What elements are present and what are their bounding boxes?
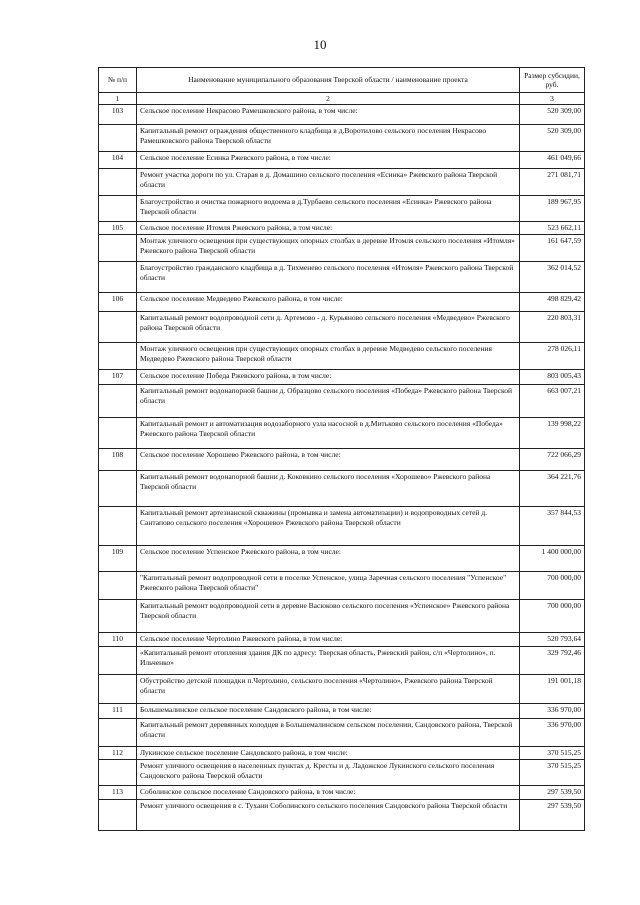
row-name: Лукинское сельское поселение Сандовского района, в том числе: [137,747,520,760]
settlement-row [99,152,585,169]
project-row [99,647,585,675]
row-number [99,675,137,704]
row-amount: 191 001,18 [520,675,585,704]
project-row [99,471,585,507]
row-name: Сельское поселение Некрасово Рамешковского района, в том числе: [137,105,520,125]
row-number [99,312,137,343]
settlement-row [99,370,585,385]
table-body [99,105,585,831]
settlement-row [99,747,585,760]
project-row [99,719,585,747]
settlement-row [99,633,585,647]
row-amount: 357 844,53 [520,507,585,546]
row-amount: 370 515,25 [520,747,585,760]
header-amount: Размер субсидии, руб. [520,68,585,93]
row-name: Сельское поселение Успенское Ржевского района, в том числе: [137,546,520,572]
row-name: Капитальный ремонт водопроводной сети д. Артемово - д. Курьяново сельского поселения «Медведево» Ржевского района Тверской области [137,312,520,343]
row-name: Капитальный ремонт артезианской скважины (промывка и замена автоматизации) и водопроводных сетей д. Сантапово сельского поселения «Хорошево» Ржевского района Тверской области [137,507,520,546]
row-number: 105 [99,222,137,235]
row-name: Капитальный ремонт и автоматизация водозаборного узла насосной в д.Митьково сельского поселения «Победа» Ржевского района Тверской области [137,418,520,449]
row-number [99,343,137,370]
row-name: Капитальный ремонт водонапорной башни д. Образцово сельского поселения «Победа» Ржевского района Тверской области [137,385,520,418]
subsidy-table [98,67,585,831]
project-row [99,196,585,222]
row-name: Ремонт уличного освещения в населенных пунктах д. Кресты и д. Ладожское Лукинского сельского поселения Сандовского района Тверской области [137,760,520,786]
project-row [99,760,585,786]
row-amount: 362 014,52 [520,262,585,293]
project-row [99,800,585,831]
row-number: 111 [99,704,137,719]
row-amount: 520 793,64 [520,633,585,647]
row-name: Обустройство детской площадки п.Чертолино, сельского поселения «Чертолино», Ржевского района Тверской области [137,675,520,704]
settlement-row [99,449,585,471]
row-number [99,262,137,293]
row-name: «Капитальный ремонт отопления здания ДК по адресу: Тверская область, Ржевский район, с/п «Чертолино», п. Ильченко» [137,647,520,675]
project-row [99,235,585,262]
row-name: Сельское поселение Есинка Ржевского района, в том числе: [137,152,520,169]
row-number [99,471,137,507]
row-amount: 498 829,42 [520,293,585,312]
row-number [99,600,137,633]
row-name: Капитальный ремонт ограждения общественного кладбища в д.Воротилово сельского поселения Некрасово Рамешковского района Тверской области [137,125,520,152]
page-number: 10 [313,37,327,52]
row-amount: 370 515,25 [520,760,585,786]
row-number [99,169,137,196]
column-index-3: 3 [520,93,585,105]
row-amount: 161 647,59 [520,235,585,262]
row-name: Сельское поселение Итомля Ржевского района, в том числе: [137,222,520,235]
project-row [99,507,585,546]
header-num: № п/п [99,68,137,93]
row-number [99,235,137,262]
row-name: Соболинское сельское поселение Сандовского района, в том числе: [137,786,520,800]
row-name: "Капитальный ремонт водопроводной сети в поселке Успенское, улица Заречная сельского поселения "Успенское" Ржевского района Тверской области" [137,572,520,600]
project-row [99,385,585,418]
project-row [99,312,585,343]
row-amount: 520 309,00 [520,105,585,125]
row-number: 110 [99,633,137,647]
row-number: 106 [99,293,137,312]
row-amount: 271 081,71 [520,169,585,196]
row-amount: 803 005,43 [520,370,585,385]
row-amount: 189 967,95 [520,196,585,222]
row-number: 104 [99,152,137,169]
column-index-row [99,93,585,105]
settlement-row [99,222,585,235]
settlement-row [99,546,585,572]
row-number [99,385,137,418]
row-number: 112 [99,747,137,760]
column-index-2: 2 [137,93,520,105]
row-amount: 297 539,50 [520,786,585,800]
row-name: Сельское поселение Медведево Ржевского района, в том числе: [137,293,520,312]
column-index-1: 1 [99,93,137,105]
row-amount: 1 400 000,00 [520,546,585,572]
project-row [99,343,585,370]
settlement-row [99,105,585,125]
row-number [99,507,137,546]
row-amount: 663 007,21 [520,385,585,418]
project-row [99,169,585,196]
row-name: Капитальный ремонт деревянных колодцев в Большемалинском сельском поселении, Сандовского района, Тверской области [137,719,520,747]
row-number [99,196,137,222]
row-name: Ремонт уличного освещения в с. Тухани Соболинского сельского поселения Сандовского района Тверской области [137,800,520,831]
row-amount: 364 221,76 [520,471,585,507]
project-row [99,262,585,293]
row-name: Сельское поселение Чертолино Ржевского района, в том числе: [137,633,520,647]
row-amount: 329 792,46 [520,647,585,675]
row-amount: 336 970,00 [520,719,585,747]
row-number [99,418,137,449]
row-number: 108 [99,449,137,471]
project-row [99,125,585,152]
project-row [99,600,585,633]
row-number [99,760,137,786]
project-row [99,572,585,600]
row-number: 113 [99,786,137,800]
row-amount: 297 539,50 [520,800,585,831]
row-number [99,647,137,675]
row-name: Благоустройство и очистка пожарного водоема в д.Турбаево сельского поселения «Есинка» Ржевского района Тверской области [137,196,520,222]
row-amount: 336 970,00 [520,704,585,719]
row-name: Капитальный ремонт водопроводной сети в деревне Васюково сельского поселения «Успенское» Ржевского района Тверской области [137,600,520,633]
row-name: Благоустройство гражданского кладбища в д. Тихменево сельского поселения «Итомля» Ржевского района Тверской области [137,262,520,293]
row-amount: 139 998,22 [520,418,585,449]
row-name: Сельское поселение Хорошево Ржевского района, в том числе: [137,449,520,471]
row-number: 107 [99,370,137,385]
project-row [99,418,585,449]
row-name: Ремонт участка дороги по ул. Старая в д. Домашино сельского поселения «Есинка» Ржевского района Тверской области [137,169,520,196]
row-amount: 520 309,00 [520,125,585,152]
row-number [99,800,137,831]
row-amount: 722 066,29 [520,449,585,471]
row-amount: 700 000,00 [520,600,585,633]
row-name: Сельское поселение Победа Ржевского района, в том числе: [137,370,520,385]
row-amount: 220 803,31 [520,312,585,343]
settlement-row [99,786,585,800]
row-amount: 700 000,00 [520,572,585,600]
row-number [99,572,137,600]
row-name: Большемалинское сельское поселение Сандовского района, в том числе: [137,704,520,719]
row-number [99,125,137,152]
header-name: Наименование муниципального образования Тверской области / наименование проекта [137,68,520,93]
row-amount: 523 662,11 [520,222,585,235]
project-row [99,675,585,704]
row-name: Монтаж уличного освещения при существующих опорных столбах в деревне Медведево сельского поселения Медведево Ржевского района Тверской области [137,343,520,370]
row-name: Монтаж уличного освещения при существующих опорных столбах в деревне Итомля сельского поселения «Итомля» Ржевского района Тверской области [137,235,520,262]
row-amount: 278 026,11 [520,343,585,370]
header-row [99,68,585,93]
row-name: Капитальный ремонт водонапорной башни д. Коковкино сельского поселения «Хорошево» Ржевского района Тверской области [137,471,520,507]
settlement-row [99,293,585,312]
row-number [99,719,137,747]
settlement-row [99,704,585,719]
row-number: 103 [99,105,137,125]
row-number: 109 [99,546,137,572]
row-amount: 461 049,66 [520,152,585,169]
